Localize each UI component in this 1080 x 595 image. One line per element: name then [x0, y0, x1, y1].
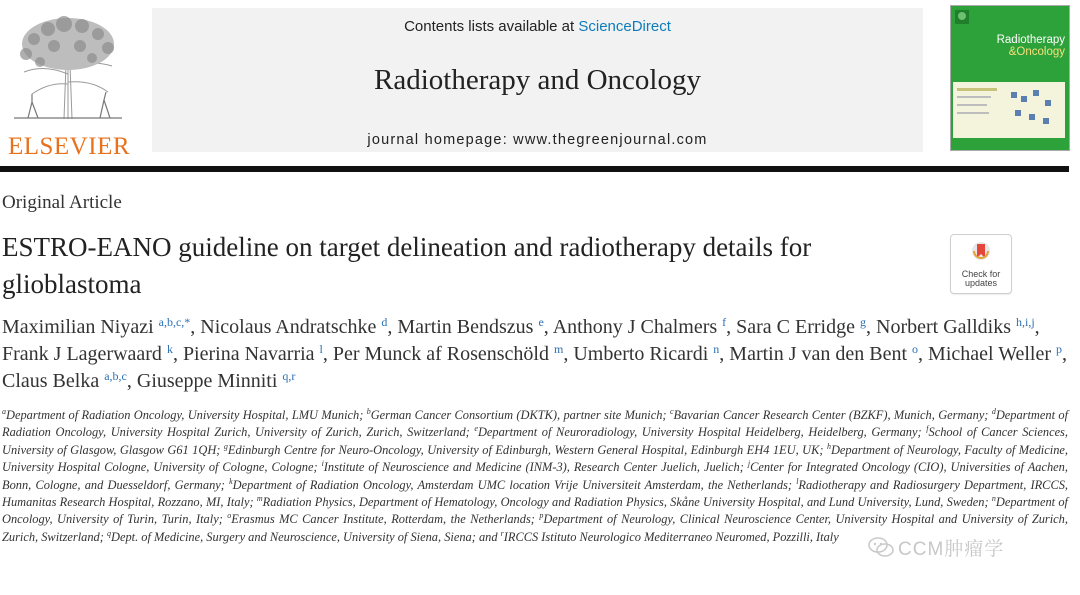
- affiliation-item: [224, 443, 824, 457]
- affiliation-item: [257, 495, 989, 509]
- affiliation-key: p: [539, 511, 544, 521]
- cover-figure-icon: [953, 82, 1065, 138]
- author[interactable]: [397, 316, 543, 338]
- author-affiliation-marker[interactable]: o: [912, 342, 919, 356]
- author[interactable]: [876, 316, 1035, 338]
- header-divider: [0, 166, 1069, 172]
- author-name: Pierina Navarria: [182, 343, 315, 365]
- affiliation-item: [107, 530, 498, 544]
- author-affiliation-marker[interactable]: e: [538, 315, 544, 329]
- author[interactable]: [137, 370, 296, 392]
- affiliation-list: [2, 407, 1068, 546]
- journal-homepage-link[interactable]: journal homepage: www.thegreenjournal.com: [367, 132, 708, 148]
- wechat-icon: [868, 536, 894, 558]
- check-updates-line1: Check for: [961, 269, 1001, 279]
- affiliation-text: Department of Neurology, Faculty of Medicine, University Hospital Cologne, University of Cologne, Cologne;: [2, 442, 1068, 475]
- affiliation-item: [670, 408, 989, 422]
- affiliation-key: k: [229, 476, 233, 486]
- affiliation-text: German Cancer Consortium (DKTK), partner site Munich;: [370, 408, 667, 422]
- affiliation-item: [322, 460, 744, 474]
- author-affiliation-marker[interactable]: d: [381, 315, 388, 329]
- affiliation-text: IRCCS Istituto Neurologico Mediterraneo Neuromed, Pozzilli, Italy: [503, 529, 839, 544]
- affiliation-item: [474, 425, 921, 439]
- sciencedirect-link[interactable]: ScienceDirect: [578, 18, 671, 35]
- author-name: Martin J van den Bent: [729, 343, 908, 365]
- article-type: Original Article: [2, 192, 122, 213]
- affiliation-item: [2, 408, 363, 422]
- affiliation-key: o: [227, 511, 232, 521]
- journal-header: [152, 8, 923, 152]
- article-title: ESTRO-EANO guideline on target delineation and radiotherapy details for glioblastoma: [2, 232, 812, 299]
- author[interactable]: [2, 343, 173, 365]
- affiliation-item: [501, 530, 839, 544]
- author[interactable]: [736, 316, 866, 338]
- affiliation-key: b: [366, 407, 371, 416]
- affiliation-key: n: [991, 494, 996, 504]
- author-name: Per Munck af Rosenschöld: [332, 343, 549, 365]
- author-name: Sara C Erridge: [736, 316, 855, 338]
- affiliation-key: g: [223, 441, 228, 451]
- contents-prefix: Contents lists available at: [404, 18, 579, 35]
- affiliation-text: Center for Integrated Oncology (CIO), Universities of Aachen, Bonn, Cologne, and Duesseldorf, Germany;: [2, 460, 1068, 492]
- author-affiliation-marker[interactable]: p: [1056, 342, 1062, 356]
- check-updates-label: [951, 270, 1011, 288]
- author-name: Maximilian Niyazi: [2, 316, 154, 338]
- author-name: Norbert Galldiks: [876, 316, 1011, 338]
- affiliation-key: i: [321, 459, 324, 469]
- author-affiliation-marker[interactable]: k: [166, 342, 173, 356]
- author-name: Nicolaus Andratschke: [200, 316, 377, 338]
- author-list: Maximilian Niyazi $^{a,b,c,*}$, Nicolaus Andratschke $^d$, Martin Bendszus $^e$, Anthony J Chalmers $^f$, Sara C Erridge $^g$, Norbert Galldiks $^{h,i,j}$, Frank J Lagerwaard $^k$, Pierina Navarria $^l$, Per Munck af Rosenschöld $^m$, Umberto Ricardi $^n$, Martin J van den Bent $^o$, Michael Weller $^p$, Claus Belka $^{a,b,c}$, Giuseppe Minniti $^{q,r}$: [2, 315, 1067, 392]
- affiliation-text: Bavarian Cancer Research Center (BZKF), Munich, Germany;: [673, 408, 989, 422]
- affiliation-text: Department of Oncology, University of Turin, Turin, Italy;: [2, 495, 1068, 527]
- cover-background: [950, 5, 1070, 151]
- author-name: Michael Weller: [928, 343, 1051, 365]
- author-name: Martin Bendszus: [397, 316, 534, 338]
- check-for-updates-button[interactable]: [950, 234, 1012, 294]
- cover-title: [955, 34, 1065, 58]
- cover-title-line1: Radiotherapy: [996, 34, 1065, 46]
- affiliation-text: Department of Radiation Oncology, Amsterdam UMC location Vrije Universiteit Amsterdam, the Netherlands;: [232, 477, 792, 492]
- contents-availability-line: [152, 18, 923, 35]
- affiliation-key: r: [500, 528, 504, 538]
- elsevier-tree-icon: [4, 14, 132, 124]
- author-affiliation-marker[interactable]: g: [860, 315, 866, 329]
- author[interactable]: [729, 343, 918, 365]
- affiliation-key: f: [926, 424, 929, 434]
- cover-content-panel: [953, 82, 1065, 138]
- affiliation-text: Radiation Physics, Department of Hematology, Oncology and Radiation Physics, Skåne University Hospital, and Lund University, Lund, Sweden;: [262, 495, 989, 510]
- author-name: Umberto Ricardi: [573, 343, 709, 365]
- affiliation-key: l: [796, 476, 799, 486]
- affiliation-text: Dept. of Medicine, Surgery and Neuroscience, University of Siena, Siena; and: [111, 529, 498, 544]
- cover-elsevier-icon: [955, 10, 969, 24]
- author-affiliation-marker[interactable]: a,b,c,*: [158, 315, 191, 329]
- affiliation-key: q: [107, 528, 111, 538]
- journal-name: Radiotherapy and Oncology: [374, 64, 701, 96]
- affiliation-text: Edinburgh Centre for Neuro-Oncology, University of Edinburgh, Western General Hospital, Edinburgh EH4 1EU, UK;: [227, 442, 824, 457]
- author-affiliation-marker[interactable]: n: [713, 342, 720, 356]
- affiliation-text: Department of Neurology, Clinical Neuroscience Center, University Hospital and University of Zurich, Zurich, Switzerland;: [2, 512, 1068, 544]
- journal-cover-thumbnail[interactable]: [950, 5, 1070, 151]
- author-name: Anthony J Chalmers: [552, 316, 718, 338]
- affiliation-key: e: [474, 424, 478, 434]
- author-affiliation-marker[interactable]: h,i,j: [1015, 315, 1035, 329]
- affiliation-text: Department of Neuroradiology, University Hospital Heidelberg, Heidelberg, Germany;: [477, 425, 922, 440]
- watermark-text: CCM肿瘤学: [898, 539, 1005, 560]
- affiliation-key: d: [991, 407, 996, 416]
- author[interactable]: [2, 316, 190, 338]
- author[interactable]: [183, 343, 323, 365]
- affiliation-text: Radiotherapy and Radiosurgery Department, IRCCS, Humanitas Research Hospital, Rozzano, MI, Italy;: [2, 477, 1069, 510]
- elsevier-logo[interactable]: [0, 8, 138, 158]
- affiliation-key: j: [747, 459, 751, 469]
- author[interactable]: [333, 343, 563, 365]
- author-name: Claus Belka: [2, 370, 100, 392]
- affiliation-text: Department of Radiation Oncology, University Hospital, LMU Munich;: [6, 408, 364, 422]
- author-name: Giuseppe Minniti: [136, 370, 278, 392]
- author[interactable]: [928, 343, 1062, 365]
- author-affiliation-marker[interactable]: q,r: [282, 369, 296, 383]
- check-updates-line2: updates: [964, 278, 998, 288]
- affiliation-text: School of Cancer Sciences, University of Glasgow, Glasgow G61 1QH;: [2, 425, 1068, 457]
- affiliation-text: Erasmus MC Cancer Institute, Rotterdam, the Netherlands;: [231, 512, 535, 527]
- bookmark-icon: [971, 241, 991, 267]
- affiliation-text: Department of Radiation Oncology, University Hospital Zurich, University of Zurich, Zurich, Switzerland;: [2, 408, 1069, 440]
- affiliation-key: c: [669, 407, 674, 416]
- affiliation-text: Institute of Neuroscience and Medicine (INM-3), Research Center Juelich, Juelich;: [323, 460, 744, 475]
- author-affiliation-marker[interactable]: a,b,c: [104, 369, 127, 383]
- author[interactable]: [573, 343, 719, 365]
- affiliation-key: m: [256, 494, 263, 504]
- affiliation-item: [367, 408, 667, 422]
- author-name: Frank J Lagerwaard: [2, 343, 162, 365]
- affiliation-item: [229, 478, 792, 492]
- author-affiliation-marker[interactable]: l: [319, 342, 323, 356]
- affiliation-key: h: [826, 441, 831, 451]
- cover-title-line2: &Oncology: [1008, 46, 1065, 59]
- publisher-name: ELSEVIER: [7, 133, 131, 160]
- author[interactable]: [2, 370, 127, 392]
- wechat-watermark: [868, 528, 1068, 564]
- affiliation-item: [227, 512, 535, 526]
- affiliation-key: a: [2, 407, 6, 416]
- author[interactable]: [200, 316, 387, 338]
- author-affiliation-marker[interactable]: m: [553, 342, 564, 356]
- author[interactable]: [553, 316, 726, 338]
- author-affiliation-marker[interactable]: f: [722, 315, 727, 329]
